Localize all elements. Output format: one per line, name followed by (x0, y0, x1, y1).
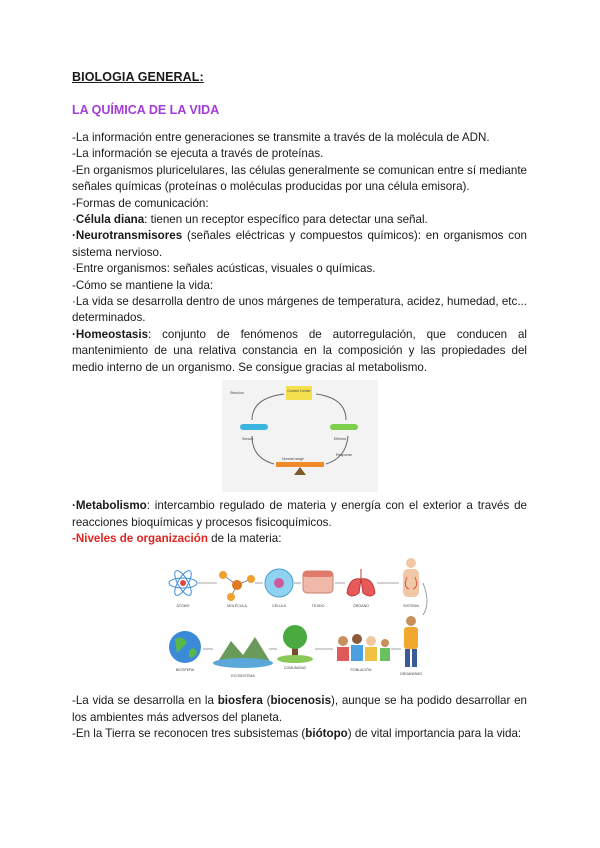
term-celula-diana: Célula diana (75, 213, 145, 227)
document-title: BIOLOGIA GENERAL: (72, 70, 204, 84)
cell-icon (265, 569, 293, 597)
term-metabolismo: ·Metabolismo (72, 499, 147, 513)
document-page (72, 70, 527, 743)
level-label: ÓRGANO (352, 604, 369, 609)
paragraph: -La información entre generaciones se transmite a través de la molécula de ADN. (72, 131, 490, 144)
balance-bar (276, 462, 324, 467)
diagram-label: Normal range (281, 457, 304, 462)
level-label: BIOSFERA (175, 668, 194, 673)
paragraph: ·Homeostasis: conjunto de fenómenos de autorregulación, que conducen al mantenimiento de una relativa constancia en la composición y las propiedades del medio interno de un organismo. Se consigue gracias al metabolismo. (72, 327, 527, 374)
arrow-path (252, 394, 284, 420)
paragraph: -Cómo se mantiene la vida: (72, 278, 214, 292)
paragraph: ·Entre organismos: señales acústicas, visuales o químicas. (72, 262, 376, 276)
term-biotopo: biótopo (305, 727, 348, 741)
level-label: ORGANISMO (399, 672, 422, 677)
level-label: MOLÉCULA (226, 604, 247, 609)
community-icon (277, 625, 313, 663)
section-title: LA QUÍMICA DE LA VIDA (72, 103, 220, 117)
arrow-path (316, 394, 346, 420)
ecosystem-icon (213, 637, 273, 668)
level-label: ÁTOMO (175, 604, 190, 609)
globe-icon (169, 631, 201, 663)
sensor-box (240, 424, 268, 430)
arrow-path (252, 436, 274, 464)
term-biosfera: biosfera (217, 694, 263, 708)
homeostasis-diagram (222, 380, 378, 492)
molecule-icon (219, 571, 255, 601)
paragraph: ·Neurotransmisores (señales eléctricas y compuestos químicos): en organismos con sistema nervioso. (72, 229, 527, 259)
system-icon (403, 558, 419, 597)
paragraph: -La información se ejecuta a través de proteínas. (72, 147, 324, 161)
population-icon (337, 634, 390, 661)
paragraph: ·La vida se desarrolla dentro de unos márgenes de temperatura, acidez, humedad, etc... determinados. (72, 295, 527, 325)
level-label: CÉLULA (271, 604, 286, 609)
effector-box (330, 424, 358, 430)
paragraph: -Formas de comunicación: (72, 196, 209, 210)
person-icon (404, 616, 418, 667)
organization-levels-svg (165, 553, 435, 687)
control-center-label: Control Center (286, 389, 311, 394)
atom-icon (169, 569, 197, 598)
term-biocenosis: biocenosis (270, 694, 332, 708)
diagram-label: Sensor (241, 437, 253, 442)
paragraph: ·Metabolismo: intercambio regulado de materia y energía con el exterior a través de reacciones bioquímicas y procesos fisicoquímicos. (72, 499, 527, 529)
paragraph: -En organismos pluricelulares, las células generalmente se comunican entre sí mediante señales químicas (proteínas o moléculas producidas por una célula emisora). (72, 163, 527, 194)
paragraph: -En la Tierra se reconocen tres subsistemas (biótopo) de vital importancia para la vida: (72, 727, 522, 741)
term-niveles-organizacion: -Niveles de organización (72, 531, 208, 545)
diagram-label: Stimulus (229, 391, 244, 396)
level-label: ECOSISTEMA (230, 674, 255, 679)
homeostasis-diagram-svg (222, 380, 378, 492)
term-homeostasis: ·Homeostasis (72, 327, 149, 341)
organization-levels-figure (165, 553, 435, 687)
diagram-label: Effector (333, 437, 346, 442)
term-neurotransmisores: ·Neurotransmisores (72, 229, 183, 243)
level-label: POBLACIÓN (350, 668, 371, 673)
paragraph: -La vida se desarrolla en la biosfera (biocenosis), aunque se ha podido desarrollar en los ambientes más adversos del planeta. (72, 694, 528, 724)
paragraph: -Niveles de organización de la materia: (72, 531, 282, 545)
organ-icon (347, 569, 375, 596)
balance-fulcrum (294, 467, 306, 475)
level-label: SISTEMA (402, 604, 419, 609)
tissue-icon (303, 571, 333, 593)
level-label: COMUNIDAD (283, 666, 306, 671)
level-label: TEJIDO (311, 604, 324, 609)
diagram-label: Response (335, 453, 352, 458)
paragraph: ·Célula diana: tienen un receptor específico para detectar una señal. (72, 213, 428, 227)
